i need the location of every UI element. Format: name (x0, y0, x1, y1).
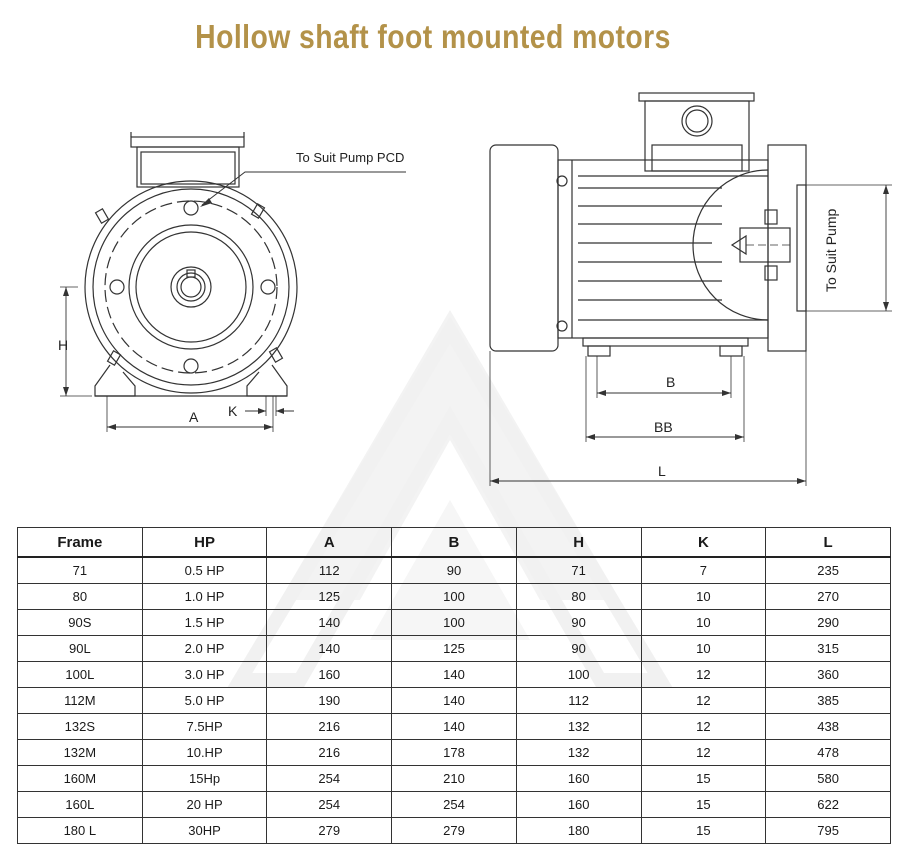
cell-k: 15 (641, 766, 766, 792)
dim-l-label: L (658, 463, 666, 479)
table-header-row (18, 528, 891, 558)
dim-h-label: H (58, 337, 69, 353)
cell-h: 90 (516, 636, 641, 662)
table-row (18, 636, 891, 662)
cell-frame: 160L (18, 792, 143, 818)
cell-k: 15 (641, 818, 766, 844)
cell-hp: 10.HP (142, 740, 267, 766)
cell-b: 210 (392, 766, 517, 792)
cell-k: 7 (641, 557, 766, 584)
cell-b: 100 (392, 584, 517, 610)
dim-a-label: A (189, 409, 199, 425)
header-a: A (267, 528, 392, 558)
cell-a: 190 (267, 688, 392, 714)
cell-h: 90 (516, 610, 641, 636)
cell-h: 71 (516, 557, 641, 584)
cell-frame: 80 (18, 584, 143, 610)
cell-l: 270 (766, 584, 891, 610)
cell-frame: 160M (18, 766, 143, 792)
cell-b: 279 (392, 818, 517, 844)
cell-l: 360 (766, 662, 891, 688)
cell-hp: 20 HP (142, 792, 267, 818)
table-row (18, 688, 891, 714)
cell-k: 12 (641, 714, 766, 740)
cell-l: 290 (766, 610, 891, 636)
table-body (18, 557, 891, 844)
cell-k: 12 (641, 688, 766, 714)
specification-table (17, 527, 891, 844)
cell-hp: 5.0 HP (142, 688, 267, 714)
cell-l: 315 (766, 636, 891, 662)
to-suit-pump-label: To Suit Pump (823, 208, 839, 292)
header-k: K (641, 528, 766, 558)
cell-b: 90 (392, 557, 517, 584)
cell-k: 10 (641, 610, 766, 636)
dim-bb-label: BB (654, 419, 673, 435)
cell-h: 112 (516, 688, 641, 714)
cell-l: 795 (766, 818, 891, 844)
cell-frame: 90S (18, 610, 143, 636)
cell-frame: 132M (18, 740, 143, 766)
cell-b: 100 (392, 610, 517, 636)
cell-k: 12 (641, 740, 766, 766)
table-row (18, 766, 891, 792)
cell-a: 160 (267, 662, 392, 688)
cell-a: 216 (267, 714, 392, 740)
cell-hp: 2.0 HP (142, 636, 267, 662)
cell-h: 132 (516, 740, 641, 766)
cell-h: 160 (516, 792, 641, 818)
header-hp: HP (142, 528, 267, 558)
cell-hp: 3.0 HP (142, 662, 267, 688)
cell-l: 580 (766, 766, 891, 792)
cell-l: 235 (766, 557, 891, 584)
table-row (18, 818, 891, 844)
cell-k: 12 (641, 662, 766, 688)
cell-h: 132 (516, 714, 641, 740)
cell-a: 140 (267, 610, 392, 636)
cell-b: 140 (392, 662, 517, 688)
cell-frame: 100L (18, 662, 143, 688)
header-frame: Frame (18, 528, 143, 558)
table-row (18, 740, 891, 766)
cell-frame: 71 (18, 557, 143, 584)
cell-l: 438 (766, 714, 891, 740)
cell-frame: 90L (18, 636, 143, 662)
cell-a: 216 (267, 740, 392, 766)
front-view (60, 132, 406, 432)
cell-b: 140 (392, 714, 517, 740)
cell-a: 254 (267, 792, 392, 818)
cell-b: 178 (392, 740, 517, 766)
cell-k: 10 (641, 584, 766, 610)
header-l: L (766, 528, 891, 558)
cell-k: 10 (641, 636, 766, 662)
table-row (18, 662, 891, 688)
cell-h: 80 (516, 584, 641, 610)
page-title: Hollow shaft foot mounted motors (195, 18, 671, 55)
cell-b: 140 (392, 688, 517, 714)
table-row (18, 792, 891, 818)
cell-frame: 112M (18, 688, 143, 714)
table-row (18, 584, 891, 610)
cell-hp: 15Hp (142, 766, 267, 792)
pump-pcd-label: To Suit Pump PCD (296, 150, 405, 165)
header-h: H (516, 528, 641, 558)
cell-frame: 132S (18, 714, 143, 740)
cell-l: 385 (766, 688, 891, 714)
dim-k-label: K (228, 403, 238, 419)
cell-b: 254 (392, 792, 517, 818)
cell-hp: 7.5HP (142, 714, 267, 740)
cell-l: 622 (766, 792, 891, 818)
dim-b-label: B (666, 374, 676, 390)
cell-a: 279 (267, 818, 392, 844)
table-row (18, 557, 891, 584)
header-b: B (392, 528, 517, 558)
cell-a: 112 (267, 557, 392, 584)
cell-h: 180 (516, 818, 641, 844)
cell-frame: 180 L (18, 818, 143, 844)
cell-a: 254 (267, 766, 392, 792)
cell-h: 100 (516, 662, 641, 688)
cell-hp: 1.0 HP (142, 584, 267, 610)
cell-hp: 1.5 HP (142, 610, 267, 636)
cell-hp: 0.5 HP (142, 557, 267, 584)
cell-k: 15 (641, 792, 766, 818)
table-row (18, 610, 891, 636)
cell-a: 140 (267, 636, 392, 662)
cell-hp: 30HP (142, 818, 267, 844)
cell-l: 478 (766, 740, 891, 766)
table-row (18, 714, 891, 740)
cell-a: 125 (267, 584, 392, 610)
cell-b: 125 (392, 636, 517, 662)
cell-h: 160 (516, 766, 641, 792)
